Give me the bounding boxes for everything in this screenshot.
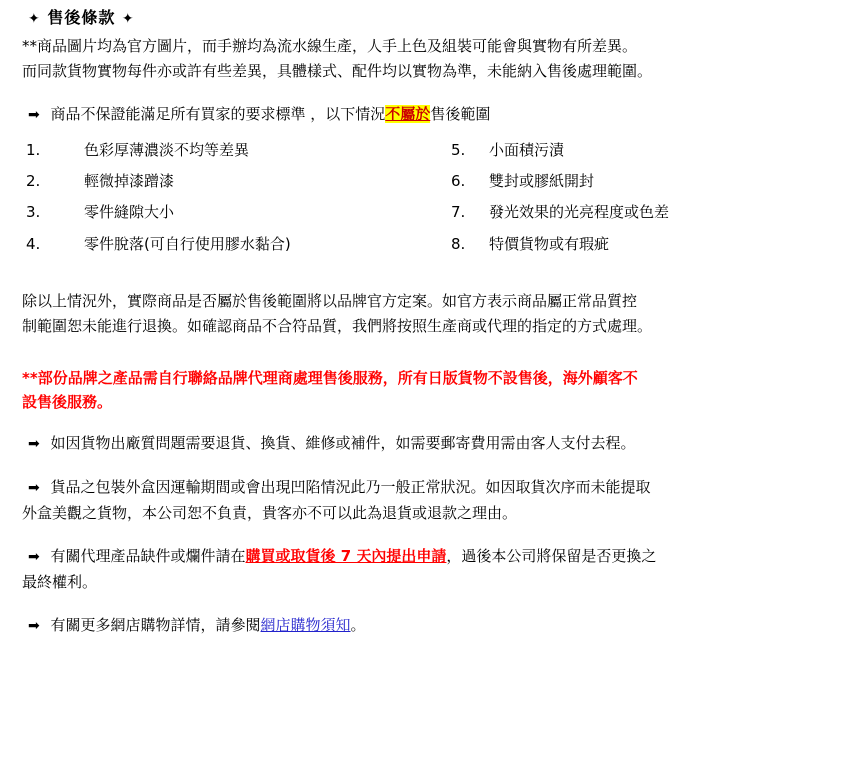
arrow-icon: ➡ xyxy=(28,549,40,566)
scope-notice-before: 商品不保證能滿足所有買家的要求標準 ，以下情況 xyxy=(50,105,386,124)
body-line-1: 除以上情況外，實際商品是否屬於售後範圍將以品牌官方定案。如官方表示商品屬正常品質控 xyxy=(22,291,638,310)
list-item-label: 零件縫隙大小 xyxy=(84,203,175,222)
list-item-label: 小面積污漬 xyxy=(488,140,564,159)
point-more-info-after: 。 xyxy=(350,616,366,635)
spacer xyxy=(22,458,850,476)
list-item-label: 輕微掉漆蹭漆 xyxy=(84,172,175,191)
diamond-icon-left: ✦ xyxy=(28,11,41,27)
point-missing-parts-emphasis: 購買或取貨後 7 天內提出申請 xyxy=(245,547,447,566)
list-item-number: 8. xyxy=(450,234,466,253)
point-shipping-text: 如因貨物出廠質問題需要退貨、換貨、維修或補件，如需要郵寄費用需由客人支付去程。 xyxy=(50,434,636,453)
list-item-label: 特價貨物或有瑕疵 xyxy=(488,234,609,253)
list-item xyxy=(22,233,451,256)
list-item-number: 6. xyxy=(450,172,466,191)
list-item-number: 5. xyxy=(450,140,466,159)
point-more-info-before: 有關更多網店購物詳情，請參閱 xyxy=(50,616,261,635)
list-item xyxy=(451,139,850,162)
intro-paragraph xyxy=(22,35,850,84)
list-item-label: 零件脫落(可自行使用膠水黏合) xyxy=(84,234,291,253)
shopping-guide-link[interactable]: 網店購物須知 xyxy=(260,616,351,635)
point-missing-parts xyxy=(22,545,850,594)
exclusion-lists xyxy=(22,139,850,264)
point-packaging xyxy=(22,476,850,525)
list-item-label: 發光效果的光亮程度或色差 xyxy=(488,203,669,222)
spacer xyxy=(22,264,850,290)
spacer xyxy=(22,596,850,614)
spacer xyxy=(22,93,850,103)
list-item xyxy=(451,201,850,224)
spacer xyxy=(22,527,850,545)
red-notice-line-1: **部份品牌之產品需自行聯絡品牌代理商處理售後服務，所有日版貨物不設售後，海外顧客不 xyxy=(22,369,638,388)
point-missing-parts-after: ，過後本公司將保留是否更換之 xyxy=(446,547,657,566)
point-missing-parts-line-1-wrap xyxy=(28,545,850,569)
list-item-number: 1. xyxy=(26,140,41,159)
intro-line-1: **商品圖片均為官方圖片，而手辦均為流水線生產，人手上色及組裝可能會與實物有所差異。 xyxy=(22,36,638,55)
point-packaging-line-2: 外盒美觀之貨物，本公司恕不負責，貴客亦不可以此為退貨或退款之理由。 xyxy=(22,503,518,522)
list-item xyxy=(451,233,850,256)
list-item-label: 雙封或膠紙開封 xyxy=(488,172,594,191)
arrow-icon: ➡ xyxy=(28,480,40,497)
list-item-label: 色彩厚薄濃淡不均等差異 xyxy=(84,140,250,159)
list-item-number: 2. xyxy=(26,172,41,191)
exclusion-list-left xyxy=(22,139,451,264)
point-more-info xyxy=(28,614,850,638)
list-item-number: 3. xyxy=(26,203,41,222)
diamond-icon-right: ✦ xyxy=(121,11,135,27)
list-item xyxy=(22,201,451,224)
point-packaging-line-1: 貨品之包裝外盒因運輸期間或會出現凹陷情況此乃一般正常狀況。如因取貨次序而未能提取 xyxy=(50,478,651,497)
list-item xyxy=(22,139,451,162)
point-missing-parts-before: 有關代理產品缺件或爛件請在 xyxy=(50,547,246,566)
list-item-number: 7. xyxy=(450,203,466,222)
spacer xyxy=(22,348,850,366)
point-shipping xyxy=(28,432,850,456)
exclusion-list-right xyxy=(451,139,850,264)
list-item xyxy=(451,170,850,193)
red-notice xyxy=(22,366,850,414)
arrow-icon: ➡ xyxy=(28,107,40,124)
page-title xyxy=(28,6,850,31)
page-title-text: 售後條款 xyxy=(47,8,116,27)
red-notice-line-2: 設售後服務。 xyxy=(22,393,113,412)
scope-notice xyxy=(28,103,850,127)
intro-line-2: 而同款貨物實物每件亦或許有些差異，具體樣式、配件均以實物為準，未能納入售後處理範圍。 xyxy=(22,62,653,81)
point-missing-parts-line-2: 最終權利。 xyxy=(22,572,98,591)
scope-notice-highlight: 不屬於 xyxy=(385,105,431,124)
body-paragraph xyxy=(22,290,850,339)
list-item xyxy=(22,170,451,193)
arrow-icon: ➡ xyxy=(28,436,40,453)
spacer xyxy=(22,414,850,432)
scope-notice-after: 售後範圍 xyxy=(430,105,491,124)
body-line-2: 制範圍恕未能進行退換。如確認商品不合符品質，我們將按照生產商或代理的指定的方式處理。 xyxy=(22,317,653,336)
list-item-number: 4. xyxy=(26,234,41,253)
point-packaging-line-1-wrap xyxy=(28,476,850,500)
arrow-icon: ➡ xyxy=(28,618,40,635)
